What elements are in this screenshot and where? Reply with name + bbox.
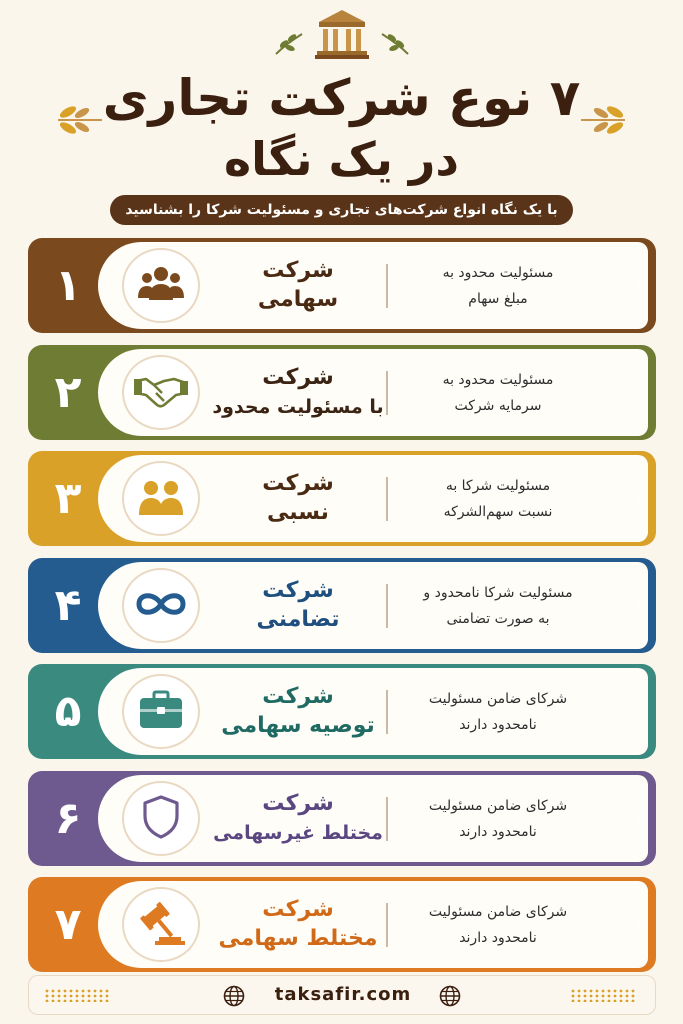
company-name bbox=[208, 785, 388, 853]
page-title: ۷ نوع شرکت تجاری bbox=[102, 69, 581, 127]
card-number: ۷ bbox=[54, 899, 82, 950]
company-name-line1: شرکت bbox=[262, 578, 334, 603]
description-line1: شرکای ضامن مسئولیت bbox=[428, 904, 568, 920]
page-title-line2: در یک نگاه bbox=[224, 132, 459, 186]
company-name bbox=[208, 678, 388, 746]
company-name-line2: تضامنی bbox=[256, 607, 340, 632]
company-name-line1: شرکت bbox=[262, 471, 334, 496]
company-name-line2: سهامی bbox=[257, 287, 339, 312]
chevron-left-icon[interactable]: ‹ bbox=[634, 699, 644, 724]
infinity-icon bbox=[133, 589, 189, 623]
company-description bbox=[393, 682, 603, 742]
description-line1: مسئولیت محدود به bbox=[442, 265, 554, 281]
company-description bbox=[393, 363, 603, 423]
description-line2: به صورت تضامنی bbox=[446, 611, 550, 627]
description-line2: نسبت سهم‌الشرکه bbox=[443, 504, 553, 520]
card-icon-badge bbox=[122, 461, 200, 536]
card-number: ۱ bbox=[54, 260, 82, 311]
description-line1: شرکای ضامن مسئولیت bbox=[428, 798, 568, 814]
leaf-sprig-icon bbox=[272, 30, 306, 56]
description-line2: مبلغ سهام bbox=[468, 291, 528, 307]
description-line1: مسئولیت شرکا نامحدود و bbox=[423, 585, 573, 601]
chevron-left-icon[interactable]: ‹ bbox=[634, 912, 644, 937]
company-card[interactable] bbox=[28, 238, 656, 333]
dots-decoration bbox=[569, 988, 683, 1002]
footer-site-link[interactable]: taksafir.com bbox=[274, 984, 412, 1005]
card-number: ۵ bbox=[54, 686, 82, 737]
company-card[interactable] bbox=[28, 451, 656, 546]
company-name-line2: نسبی bbox=[267, 500, 329, 525]
globe-icon bbox=[439, 985, 461, 1007]
company-name-line1: شرکت bbox=[262, 684, 334, 709]
divider bbox=[386, 477, 388, 521]
company-name-line2: مختلط سهامی bbox=[218, 926, 378, 951]
chevron-left-icon[interactable]: ‹ bbox=[634, 380, 644, 405]
description-line2: نامحدود دارند bbox=[459, 717, 537, 733]
company-description bbox=[393, 789, 603, 849]
description-line2: سرمایه شرکت bbox=[454, 398, 542, 414]
company-card[interactable] bbox=[28, 345, 656, 440]
gavel-icon bbox=[137, 901, 185, 949]
company-name-line2: مختلط غیرسهامی bbox=[213, 822, 383, 844]
chevron-left-icon[interactable]: ‹ bbox=[634, 486, 644, 511]
handshake-icon bbox=[134, 371, 188, 415]
company-name bbox=[208, 465, 388, 533]
divider bbox=[386, 690, 388, 734]
company-name bbox=[208, 572, 388, 640]
divider bbox=[386, 584, 388, 628]
subtitle-banner: با یک نگاه انواع شرکت‌های تجاری و مسئولیت شرکا را بشناسید bbox=[110, 195, 573, 225]
company-name-line1: شرکت bbox=[262, 365, 334, 390]
company-description bbox=[393, 256, 603, 316]
card-number: ۳ bbox=[54, 473, 82, 524]
company-name-line1: شرکت bbox=[262, 897, 334, 922]
divider bbox=[386, 797, 388, 841]
people-group-icon bbox=[137, 264, 185, 308]
card-icon-badge bbox=[122, 781, 200, 856]
company-description bbox=[393, 469, 603, 529]
card-number: ۶ bbox=[54, 793, 82, 844]
company-name-line1: شرکت bbox=[262, 258, 334, 283]
company-name-line2: با مسئولیت محدود bbox=[212, 396, 384, 418]
divider bbox=[386, 371, 388, 415]
two-people-icon bbox=[137, 477, 185, 521]
card-icon-badge bbox=[122, 248, 200, 323]
company-card[interactable] bbox=[28, 771, 656, 866]
chevron-left-icon[interactable]: ‹ bbox=[634, 806, 644, 831]
card-icon-badge bbox=[122, 355, 200, 430]
company-name bbox=[208, 891, 388, 959]
card-number: ۴ bbox=[54, 580, 82, 631]
company-name-line1: شرکت bbox=[262, 791, 334, 816]
divider bbox=[386, 264, 388, 308]
card-number: ۲ bbox=[54, 367, 82, 418]
company-name bbox=[208, 359, 388, 427]
chevron-left-icon[interactable]: ‹ bbox=[634, 273, 644, 298]
company-description bbox=[393, 576, 603, 636]
leaf-sprig-icon bbox=[378, 30, 412, 56]
footer-bar bbox=[28, 975, 656, 1015]
company-name bbox=[208, 252, 388, 320]
shield-icon bbox=[141, 794, 181, 844]
company-card[interactable] bbox=[28, 877, 656, 972]
divider bbox=[386, 903, 388, 947]
company-name-line2: توصیه سهامی bbox=[221, 713, 375, 738]
company-card[interactable] bbox=[28, 558, 656, 653]
description-line2: نامحدود دارند bbox=[459, 824, 537, 840]
chevron-left-icon[interactable]: ‹ bbox=[634, 593, 644, 618]
briefcase-icon bbox=[138, 690, 184, 734]
description-line2: نامحدود دارند bbox=[459, 930, 537, 946]
company-description bbox=[393, 895, 603, 955]
card-icon-badge bbox=[122, 674, 200, 749]
company-card[interactable] bbox=[28, 664, 656, 759]
card-icon-badge bbox=[122, 887, 200, 962]
description-line1: شرکای ضامن مسئولیت bbox=[428, 691, 568, 707]
description-line1: مسئولیت شرکا به bbox=[445, 478, 551, 494]
description-line1: مسئولیت محدود به bbox=[442, 372, 554, 388]
card-icon-badge bbox=[122, 568, 200, 643]
temple-icon bbox=[315, 8, 369, 60]
